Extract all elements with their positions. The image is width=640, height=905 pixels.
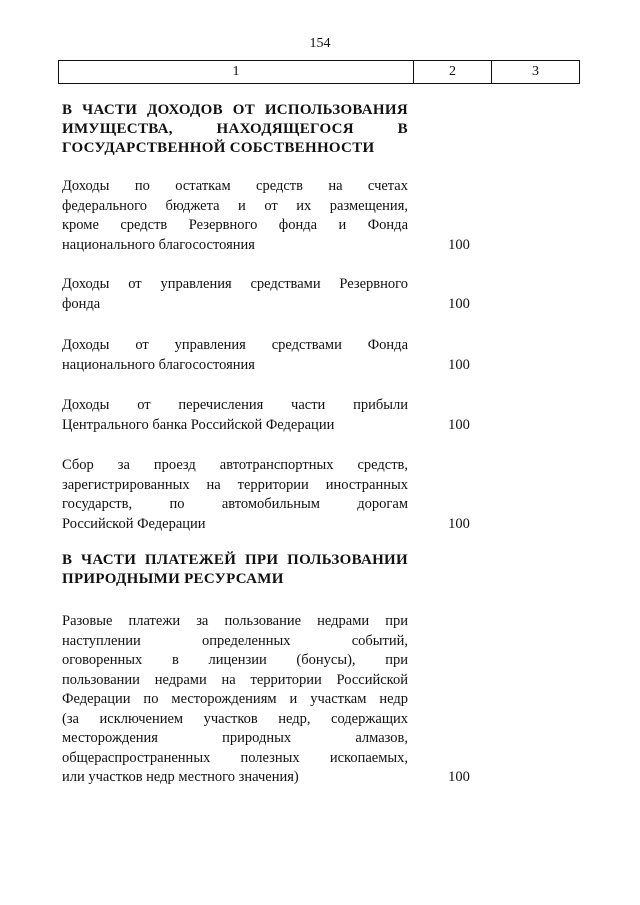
row-text-line: пользовании недрами на территории Российской: [62, 671, 408, 688]
row-text-line: Доходы от управления средствами Резервного: [62, 276, 408, 292]
section-heading-natural-resources: [62, 551, 408, 589]
payment-row: [62, 612, 582, 788]
row-text-line: (за исключением участков недр, содержащих: [62, 710, 408, 727]
heading-line: ПРИРОДНЫМИ РЕСУРСАМИ: [62, 571, 284, 587]
row-text-line: зарегистрированных на территории иностранных: [62, 476, 408, 493]
row-text-line: фонда: [62, 295, 101, 312]
row-text-line: Сбор за проезд автотранспортных средств,: [62, 457, 408, 473]
row-value: 100: [448, 295, 470, 312]
row-text-line: национального благосостояния: [62, 236, 255, 253]
income-row: [62, 396, 582, 435]
income-row: [62, 177, 582, 255]
row-value: 100: [448, 236, 470, 253]
column-header-1: 1: [59, 61, 414, 83]
row-value: 100: [448, 416, 470, 433]
row-text-line: Разовые платежи за пользование недрами при: [62, 613, 408, 629]
column-header-table: [58, 60, 580, 84]
row-value: 100: [448, 769, 470, 785]
section-heading-property-income: [62, 101, 408, 158]
row-text-line: оговоренных в лицензии (бонусы), при: [62, 652, 408, 668]
row-text-line: или участков недр местного значения): [62, 769, 299, 785]
row-text-line: федерального бюджета и от их размещения,: [62, 197, 408, 214]
column-header-3: 3: [532, 64, 539, 79]
heading-line: ИМУЩЕСТВА, НАХОДЯЩЕГОСЯ В: [62, 121, 408, 137]
income-row: [62, 336, 582, 375]
heading-line: ГОСУДАРСТВЕННОЙ СОБСТВЕННОСТИ: [62, 140, 375, 156]
income-row: [62, 275, 582, 314]
heading-line: В ЧАСТИ ПЛАТЕЖЕЙ ПРИ ПОЛЬЗОВАНИИ: [62, 552, 408, 568]
income-row: [62, 456, 582, 534]
row-text-line: государств, по автомобильным дорогам: [62, 496, 408, 512]
row-text-line: Федерации по месторождениям и участкам недр: [62, 691, 408, 707]
row-text-line: месторождения природных алмазов,: [62, 730, 408, 746]
heading-line: В ЧАСТИ ДОХОДОВ ОТ ИСПОЛЬЗОВАНИЯ: [62, 102, 408, 118]
row-value: 100: [448, 515, 470, 532]
row-text-line: кроме средств Резервного фонда и Фонда: [62, 217, 408, 233]
row-text-line: национального благосостояния: [62, 356, 255, 373]
row-text-line: Центрального банка Российской Федерации: [62, 416, 335, 433]
row-text-line: наступлении определенных событий,: [62, 632, 408, 649]
page-number: 154: [309, 36, 331, 51]
row-text-line: Доходы от перечисления части прибыли: [62, 397, 408, 413]
column-header-2: 2: [414, 61, 492, 83]
row-text-line: Доходы по остаткам средств на счетах: [62, 178, 408, 194]
row-text-line: Доходы от управления средствами Фонда: [62, 337, 408, 353]
row-text-line: общераспространенных полезных ископаемых,: [62, 749, 408, 766]
row-value: 100: [448, 356, 470, 373]
row-text-line: Российской Федерации: [62, 515, 206, 532]
